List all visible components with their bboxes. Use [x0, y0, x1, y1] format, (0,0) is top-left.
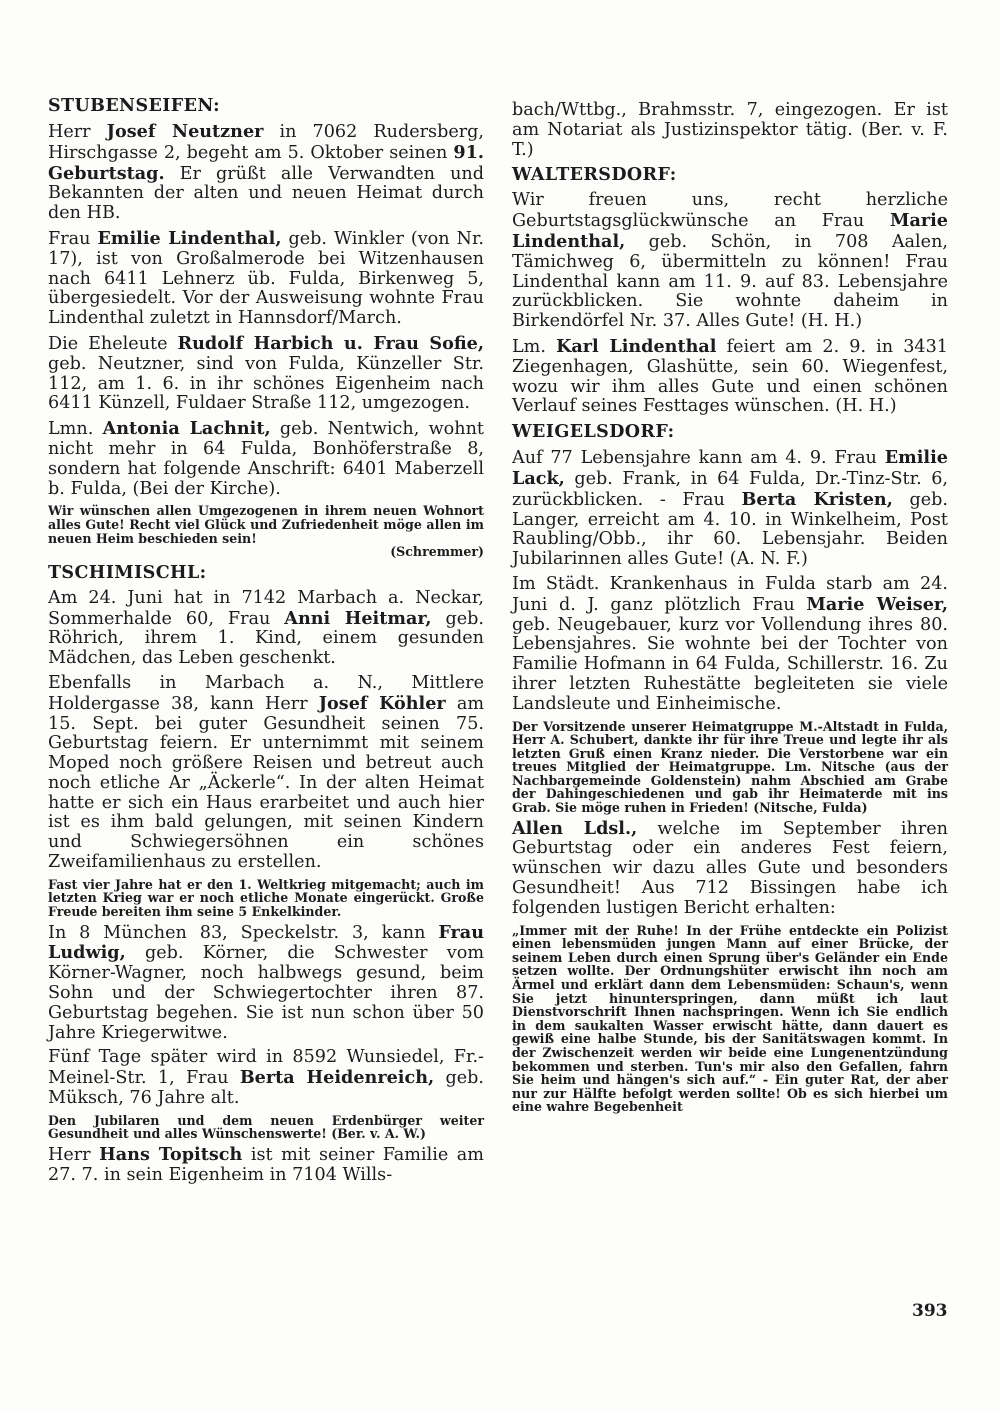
text: Fünf Tage später wird in 8592 Wunsiedel, Fr.-Meinel-Str. 1, Frau [48, 1047, 484, 1089]
person-name: Emilie Lindenthal, [97, 227, 282, 249]
text: Ebenfalls in Marbach a. N., Mittlere Holdergasse 38, kann Herr [48, 672, 484, 714]
section-heading-waltersdorf: WALTERSDORF: [512, 165, 677, 186]
person-name: Marie Lindenthal, [512, 210, 948, 252]
left-column [48, 96, 484, 1191]
text: geb. Neugebauer, kurz vor Vollendung ihres 80. Lebensjahres. Sie wohnte bei der Tochter von Familie Hofmann in 64 Fulda, Schillerstr. 16. Zu ihrer letzten Ruhestätte begleiteten sie viele Landsleute und Einheimische. [512, 614, 948, 714]
text: geb. Neutzner, sind von Fulda, Künzeller Str. 112, am 1. 6. in ihr schönes Eigenheim nach 6411 Künzell, Fuldaer Straße 112, umgezogen. [48, 353, 484, 414]
person-name: Emilie Lack, [512, 447, 948, 489]
text: Herr [48, 1145, 100, 1166]
text: Herr [48, 122, 107, 142]
emphasis: 91. Geburtstag. [48, 141, 484, 184]
paragraph-koehler [48, 674, 484, 873]
person-name: Josef Neutzner [106, 121, 264, 142]
paragraph-lack-kristen [512, 448, 948, 570]
text: Lm. [512, 336, 557, 357]
person-name: Rudolf Harbich u. Frau Sofie, [177, 332, 484, 354]
section-heading-weigelsdorf: WEIGELSDORF: [512, 422, 675, 443]
paragraph-neutzner [48, 122, 484, 224]
person-name: Marie Weiser, [806, 593, 949, 615]
signature: (Schremmer) [390, 544, 484, 560]
text: am 15. Sept. bei guter Gesundheit seinen 75. Geburtstag feiern. Er unternimmt mit seinem Moped noch größere Reisen und betreut auch noch etliche Ar „Äckerle“. In der alten Heimat hatte er sich ein Haus erarbeitet und auch hier ist es ihm bald gelungen, mit seinen Kindern und Schwiegersöhnen ein schönes Zweifamilienhaus zu erstellen. [48, 693, 484, 873]
text: Am 24. Juni hat in 7142 Marbach a. Neckar, Sommerhalde 60, Frau [48, 587, 484, 629]
text: geb. Körner, die Schwester vom Körner-Wagner, noch halbwegs gesund, beim Sohn und der Schwiegertochter ihren 87. Geburtstag begehen. Sie ist nun schon über 50 Jahre Kriegerwitwe. [48, 943, 484, 1043]
text: geb. Schön, in 708 Aalen, Tämichweg 6, übermitteln zu können! Frau Lindenthal kann am 11. 9. auf 83. Lebensjahre zurückblicken. Sie wohnte daheim in Birkendörfel Nr. 37. Alles Gute! (H. H.) [512, 231, 948, 332]
text: In 8 München 83, Speckelstr. 3, kann [48, 922, 439, 943]
text: geb. Frank, in 64 Fulda, Dr.-Tinz-Str. 6, zurückblicken. - Frau [512, 468, 948, 510]
person-name: Josef Köhler [318, 692, 446, 714]
paragraph-karl-lindenthal [512, 337, 948, 417]
text: geb. Langer, erreicht am 4. 10. in Winkelheim, Post Raubling/Obb., ihr 60. Lebensjahr. Beiden Jubilarinnen alles Gute! (A. N. F.) [512, 489, 949, 570]
person-name: Berta Kristen, [741, 488, 893, 510]
paragraph-weiser [512, 575, 948, 715]
paragraph-topitsch [48, 1145, 484, 1186]
paragraph-marie-lindenthal [512, 191, 948, 332]
note-schubert: Der Vorsitzende unserer Heimatgruppe M.-Altstadt in Fulda, Herr A. Schubert, dankte ihr für ihre Treue und legte ihr als letzten Gruß einen Kranz nieder. Die Verstorbene war ein treues Mitglied der Heimatgruppe. Lm. Nitsche (aus der Nachbargemeinde Goldenstein) nahm Abschied am Grabe der Dahingeschiedenen und gab ihr Heimaterde mit ins Grab. Sie möge ruhen in Frieden! (Nitsche, Fulda) [512, 718, 948, 816]
text: geb. Nentwich, wohnt nicht mehr in 64 Fulda, Bonhöferstraße 8, sondern hat folgende Anschrift: 6401 Maberzell b. Fulda, (Bei der Kirche). [48, 419, 484, 499]
text: feiert am 2. 9. in 3431 Ziegenhagen, Glashütte, sein 60. Wiegenfest, wozu wir ihm alles Gute und einen schönen Verlauf seines Festtages wünschen. (H. H.) [512, 336, 948, 417]
person-name: Frau Ludwig, [48, 921, 484, 964]
text: Lmn. [48, 419, 103, 440]
text: Wir wünschen allen Umgezogenen in ihrem neuen Wohnort alles Gute! Recht viel Glück und Zufriedenheit möge allen im neuen Heim beschieden sein! [48, 503, 484, 546]
text: ist mit seiner Familie am 27. 7. in sein Eigenheim in 7104 Wills- [48, 1145, 484, 1185]
text: geb. Röhrich, ihrem 1. Kind, einem gesunden Mädchen, das Leben geschenkt. [48, 608, 484, 669]
text: Die Eheleute [48, 333, 178, 354]
text: Frau [48, 228, 98, 249]
person-name: Hans Topitsch [99, 1144, 243, 1166]
person-name: Anni Heitmar, [284, 607, 432, 629]
note-jubilaren: Den Jubilaren und dem neuen Erdenbürger weiter Gesundheit und alles Wünschenswerte! (Ber. v. A. W.) [48, 1112, 484, 1142]
paragraph-ludwig [48, 923, 484, 1044]
paragraph-heitmar [48, 589, 484, 669]
section-heading-tschimischl: TSCHIMISCHL: [48, 562, 207, 583]
paragraph-emilie-lindenthal [48, 229, 484, 329]
paragraph-allen-ldsl [512, 819, 948, 919]
text: geb. Müksch, 76 Jahre alt. [48, 1068, 484, 1109]
note-weltkrieg: Fast vier Jahre hat er den 1. Weltkrieg mitgemacht; auch im letzten Krieg war er noch etliche Monate eingerückt. Große Freude bereiten ihm seine 5 Enkelkinder. [48, 876, 484, 920]
person-name: Berta Heidenreich, [239, 1067, 435, 1089]
text: Er grüßt alle Verwandten und Bekannten der alten und neuen Heimat durch den HB. [48, 163, 484, 224]
paragraph-heidenreich [48, 1048, 484, 1108]
text: Im Städt. Krankenhaus in Fulda starb am 24. Juni d. J. ganz plötzlich Frau [512, 573, 948, 615]
paragraph-lachnit [48, 419, 484, 499]
text: geb. Winkler (von Nr. 17), ist von Großalmerode bei Witzenhausen nach 6411 Lehnerz üb. Fulda, Birkenweg 5, übergesiedelt. Vor der Ausweisung wohnte Frau Lindenthal zuletzt in Hannsdorf/March. [48, 228, 485, 329]
person-name: Antonia Lachnit, [102, 418, 271, 440]
paragraph-harbich [48, 334, 484, 414]
text: welche im September ihren Geburtstag oder ein anderes Fest feiern, wünschen wir dazu alles Gute und besonders Gesundheit! Aus 712 Bissingen habe ich folgenden lustigen Bericht erhalten: [512, 818, 948, 918]
note-immer-mit-der-ruhe: „Immer mit der Ruhe! In der Frühe entdeckte ein Polizist einen lebensmüden jungen Mann auf einer Brücke, der seinem Leben durch einen Sprung über's Geländer ein Ende setzen wollte. Der Ordnungshüter erwischt ihn noch am Ärmel und erklärt dann dem Lebensmüden: Schaun's, wenn Sie jetzt hinunterspringen, dann müßt ich laut Dienstvorschrift Ihnen nachspringen. Wenn ich Sie endlich in dem saukalten Wasser erwischt hätte, dann dauert es gewiß eine halbe Stunde, bis der Sanitätswagen kommt. In der Zwischenzeit werden wir beide eine Lungenentzündung bekommen und sterben. Tun's mir also den Gefallen, fahrn Sie heim und hängen's sich auf.“ - Ein guter Rat, der aber nur zur Hälfte befolgt werden sollte! Ob es sich hierbei um eine wahre Begebenheit [512, 922, 948, 1115]
person-name: Karl Lindenthal [556, 335, 717, 357]
text: Auf 77 Lebensjahre kann am 4. 9. Frau [512, 448, 885, 469]
text: Wir freuen uns, recht herzliche Geburtstagsglückwünsche an Frau [512, 190, 948, 232]
emphasis: Allen Ldsl., [512, 817, 638, 839]
paragraph-topitsch-continued: bach/Wttbg., Brahmsstr. 7, eingezogen. Er ist am Notariat als Justizinspektor tätig. (Ber. v. F. T.) [512, 100, 948, 160]
note-umgezogene [48, 504, 484, 558]
page-number: 393 [912, 1301, 948, 1321]
text: in 7062 Rudersberg, Hirschgasse 2, begeht am 5. Oktober seinen [48, 122, 485, 163]
section-heading-stubenseifen: STUBENSEIFEN: [48, 96, 221, 116]
right-column [512, 101, 948, 1118]
